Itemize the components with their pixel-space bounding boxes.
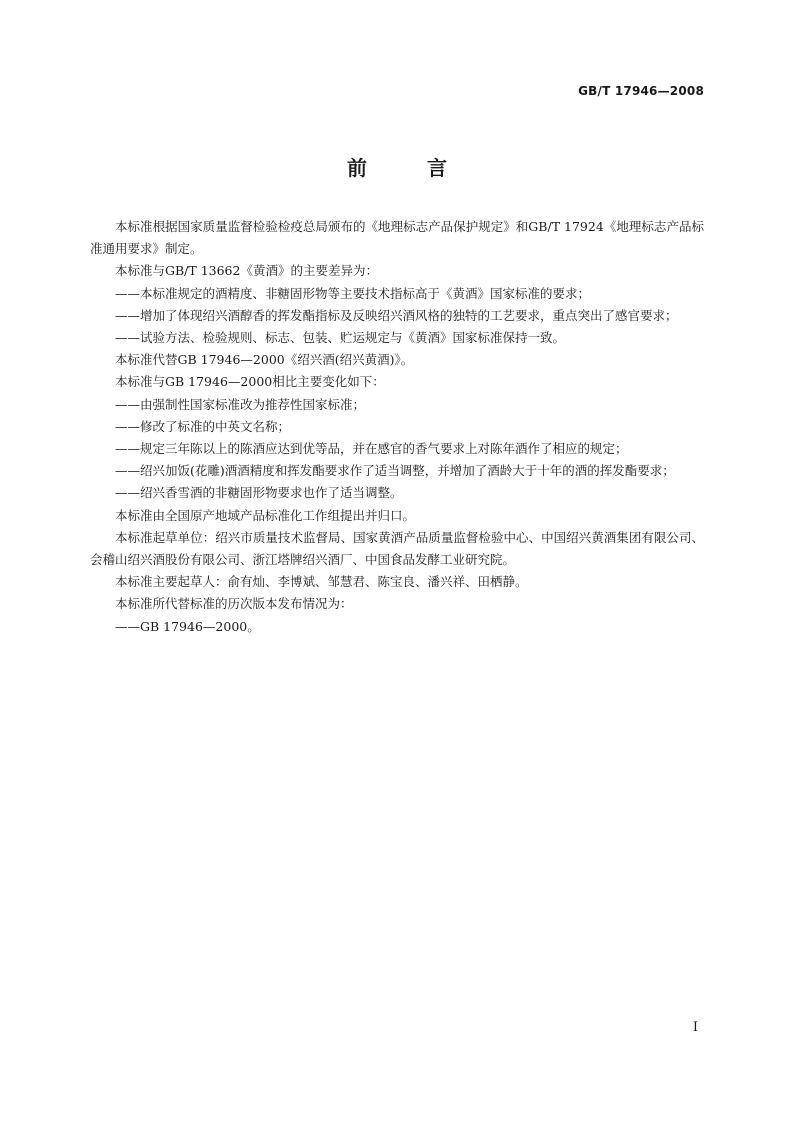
foreword-body [90, 216, 704, 638]
paragraph: 本标准主要起草人：俞有灿、李博斌、邹慧君、陈宝良、潘兴祥、田栖静。 [115, 574, 528, 590]
page-title: 前 言 [347, 156, 467, 180]
dash-list-item: ——本标准规定的酒精度、非糖固形物等主要技术指标高于《黄酒》国家标准的要求； [115, 285, 591, 301]
paragraph: 本标准起草单位：绍兴市质量技术监督局、国家黄酒产品质量监督检验中心、中国绍兴黄酒集团有限公司、会稽山绍兴酒股份有限公司、浙江塔牌绍兴酒厂、中国食品发酵工业研究院。 [90, 529, 704, 568]
paragraph: 本标准与GB 17946—2000相比主要变化如下： [115, 374, 385, 390]
dash-list-item: ——增加了体现绍兴酒醇香的挥发酯指标及反映绍兴酒风格的独特的工艺要求，重点突出了感官要求； [115, 307, 678, 323]
paragraph: 本标准与GB/T 13662《黄酒》的主要差异为： [115, 263, 378, 279]
dash-list-item: ——修改了标准的中英文名称； [115, 418, 291, 434]
dash-list-item: ——试验方法、检验规则、标志、包装、贮运规定与《黄酒》国家标准保持一致。 [115, 330, 566, 346]
dash-list-item: ——规定三年陈以上的陈酒应达到优等品，并在感官的香气要求上对陈年酒作了相应的规定； [115, 441, 628, 457]
paragraph: 本标准代替GB 17946—2000《绍兴酒(绍兴黄酒)》。 [115, 352, 414, 368]
dash-list-item: ——绍兴加饭(花雕)酒酒精度和挥发酯要求作了适当调整，并增加了酒龄大于十年的酒的挥发酯要求； [115, 463, 675, 479]
dash-list-item: ——由强制性国家标准改为推荐性国家标准； [115, 396, 366, 412]
standard-code: GB/T 17946—2008 [578, 84, 704, 98]
dash-list-item: ——绍兴香雪酒的非糖固形物要求也作了适当调整。 [115, 485, 403, 501]
paragraph: 本标准所代替标准的历次版本发布情况为： [115, 596, 353, 612]
dash-list-item: ——GB 17946—2000。 [115, 618, 260, 634]
paragraph: 本标准由全国原产地域产品标准化工作组提出并归口。 [115, 507, 416, 523]
page-number: I [692, 1020, 698, 1035]
paragraph: 本标准根据国家质量监督检验检疫总局颁布的《地理标志产品保护规定》和GB/T 17924《地理标志产品标准通用要求》制定。 [90, 219, 704, 257]
